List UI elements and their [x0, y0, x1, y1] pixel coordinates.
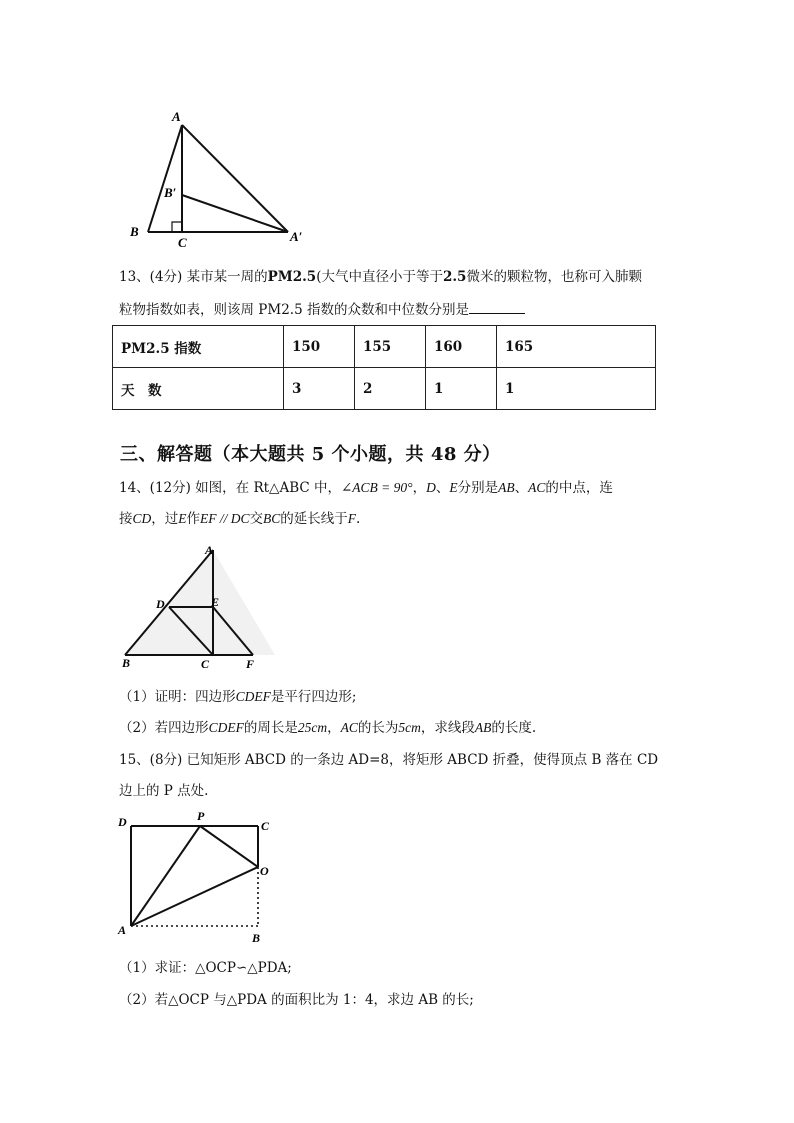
q14-line2: [119, 509, 360, 529]
table-cell: 3: [284, 368, 355, 410]
q14-math: CD: [132, 511, 152, 526]
q14-math: 5cm: [398, 720, 421, 735]
rectangle-fold-figure-q15: [115, 808, 285, 948]
q14-text: ，: [412, 480, 427, 496]
q15-line2: 边上的 P 点处.: [119, 783, 209, 799]
q14-text: 分别是: [457, 480, 499, 496]
q14-math: F: [347, 511, 357, 526]
q14-text: 是平行四边形;: [270, 689, 357, 705]
label-d: D: [118, 815, 127, 829]
q13-pm: PM2.5: [267, 269, 317, 285]
table-cell: 1: [497, 368, 656, 410]
table-cell: 1: [426, 368, 497, 410]
label-a: A: [172, 109, 181, 124]
q14-text: 的长度.: [491, 720, 537, 736]
q14-angle: ∠ACB = 90°: [341, 480, 413, 495]
table-cell: PM2.5 指数: [113, 326, 284, 368]
label-d: D: [156, 597, 165, 611]
q13-line2-text: 粒物指数如表，则该周 PM2.5 指数的众数和中位数分别是: [119, 302, 469, 318]
label-c: C: [261, 819, 270, 833]
q14-math: E: [449, 480, 458, 495]
pm25-table: [112, 325, 656, 410]
q14-part1: [119, 687, 356, 707]
label-b: B: [130, 224, 139, 239]
q14-text: 、: [435, 480, 450, 496]
label-b-prime: B′: [164, 185, 177, 200]
q14-text: 、: [514, 480, 529, 496]
q13-paren: (大气中直径小于等于: [316, 269, 443, 285]
q14-text: （2）若四边形: [119, 720, 209, 736]
right-angle-mark: [172, 222, 182, 232]
label-f: F: [246, 657, 255, 671]
q14-math: D: [426, 480, 436, 495]
label-o: O: [260, 864, 269, 878]
segment-ao: [131, 867, 258, 926]
label-a: A: [118, 923, 127, 937]
q13-rest1: 微米的颗粒物，也称可入肺颗: [466, 269, 642, 285]
q14-text: 的中点，连: [545, 480, 613, 496]
table-cell: 2: [355, 368, 426, 410]
q14-text: 的长为: [357, 720, 399, 736]
label-c: C: [201, 657, 210, 671]
label-c: C: [178, 235, 187, 250]
q13-num: 2.5: [442, 269, 467, 285]
table-cell: 天 数: [113, 368, 284, 410]
label-p: P: [197, 809, 205, 823]
q14-math: AB: [474, 720, 492, 735]
q14-text: 交: [249, 511, 264, 527]
q14-text: 14、(12分) 如图，在 Rt△ABC 中，: [119, 480, 341, 496]
q14-line1: [119, 478, 613, 498]
q14-text: ，求线段: [420, 720, 475, 736]
table-row: [113, 368, 656, 410]
section-title: 三、解答题（本大题共 5 个小题，共 48 分）: [120, 444, 501, 465]
label-b: B: [122, 656, 131, 670]
label-a: A: [205, 543, 214, 557]
answer-blank: [469, 299, 525, 314]
segment-a-aprime: [182, 125, 288, 232]
q14-text: .: [356, 511, 361, 527]
triangle-figure-q14: [115, 540, 275, 672]
q15-part2: （2）若△OCP 与△PDA 的面积比为 1：4，求边 AB 的长;: [119, 992, 474, 1008]
label-e: E: [211, 595, 220, 609]
q14-text: 的延长线于: [280, 511, 348, 527]
segment-ab: [148, 125, 182, 232]
q14-math: AC: [528, 480, 546, 495]
label-a-prime: A′: [290, 229, 303, 244]
q14-math: EF // DC: [200, 511, 250, 526]
q14-math: 25cm: [297, 720, 328, 735]
q14-math: CDEF: [208, 720, 244, 735]
q14-text: 作: [186, 511, 201, 527]
q14-math: AB: [498, 480, 515, 495]
table-row: [113, 326, 656, 368]
q14-math: BC: [263, 511, 281, 526]
q13-line2: [119, 299, 525, 320]
q14-math: AC: [340, 720, 358, 735]
q13-prefix: 13、(4分) 某市某一周的: [119, 269, 268, 285]
q14-math: CDEF: [235, 689, 271, 704]
segment-po: [200, 826, 258, 867]
q14-text: ，: [327, 720, 341, 736]
q14-part2: [119, 718, 536, 738]
table-cell: 165: [497, 326, 656, 368]
segment-bprime-aprime: [182, 195, 288, 232]
table-cell: 150: [284, 326, 355, 368]
q13-line1: [119, 267, 642, 287]
q15-part1: （1）求证：△OCP∽△PDA;: [119, 960, 292, 976]
q14-text: ，过: [151, 511, 179, 527]
table-cell: 155: [355, 326, 426, 368]
label-b: B: [252, 931, 261, 945]
triangle-figure-q12: [120, 105, 320, 250]
q14-math: E: [178, 511, 187, 526]
q14-text: 接: [119, 511, 133, 527]
q14-text: 的周长是: [243, 720, 298, 736]
q14-text: （1）证明：四边形: [119, 689, 236, 705]
table-cell: 160: [426, 326, 497, 368]
q15-line1: 15、(8分) 已知矩形 ABCD 的一条边 AD=8，将矩形 ABCD 折叠，使得顶点 B 落在 CD: [119, 752, 659, 768]
